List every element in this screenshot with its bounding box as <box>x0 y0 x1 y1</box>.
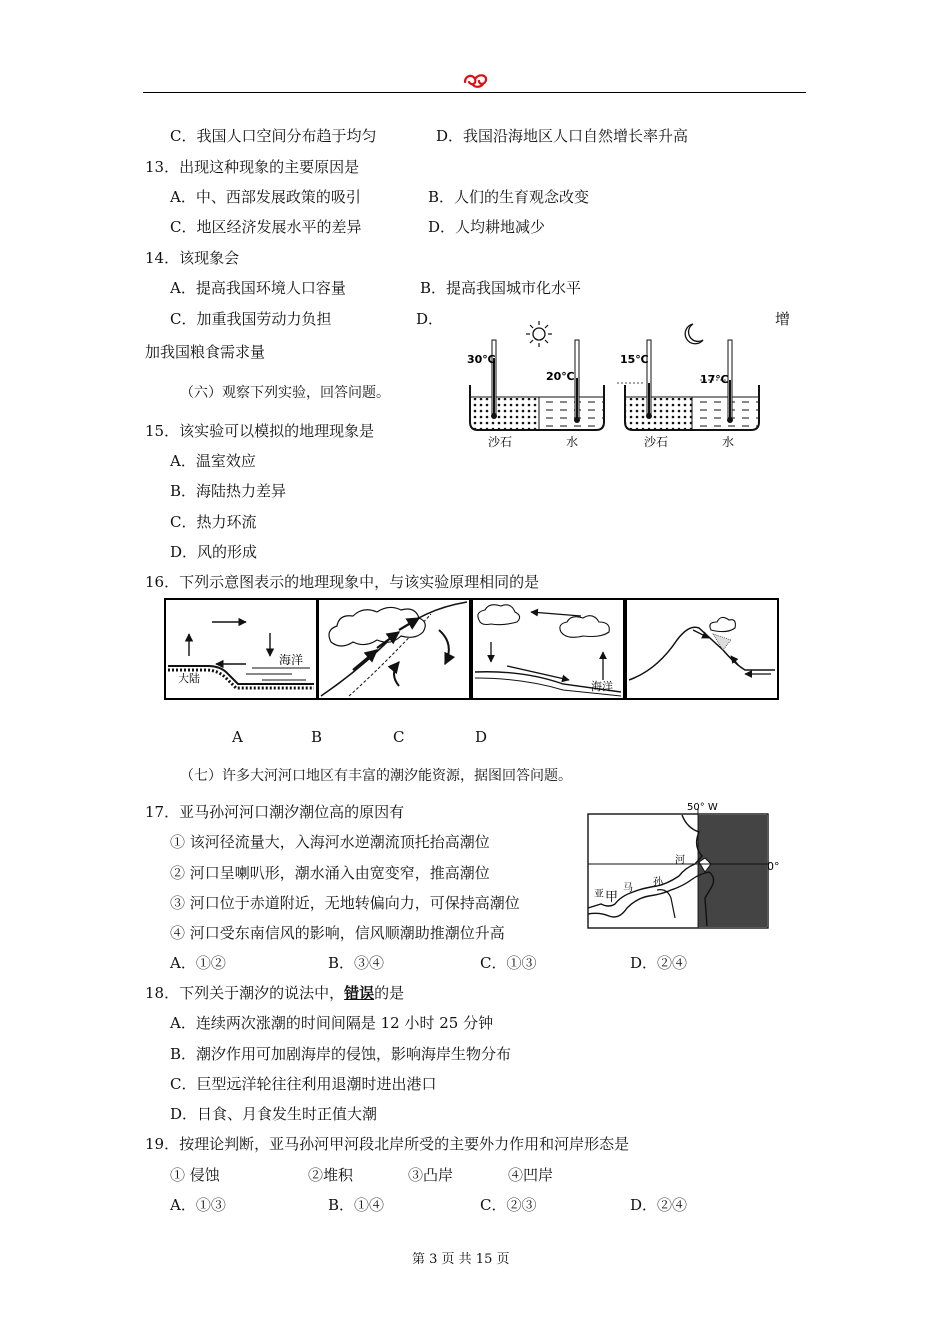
q17-option-b: B．③④ <box>328 954 385 972</box>
q17-statement-3: ③ 河口位于赤道附近，无地转偏向力，可保持高潮位 <box>170 894 520 912</box>
q18-option-b: B．潮汐作用可加剧海岸的侵蚀，影响海岸生物分布 <box>170 1045 512 1063</box>
q14-option-a: A．提高我国环境人口容量 <box>170 279 346 297</box>
day-sand-label: 沙石 <box>488 435 513 449</box>
map-river-char-1: 亚 <box>594 889 604 900</box>
q13-stem: 13．出现这种现象的主要原因是 <box>145 158 360 176</box>
q19-option-b: B．①④ <box>328 1196 385 1214</box>
map-river-char-4: 河 <box>675 855 685 866</box>
q18-stem-emphasis: 错误 <box>344 984 375 1002</box>
day-water-label: 水 <box>566 435 579 449</box>
q14-option-d-prefix: D． <box>416 310 444 328</box>
panel-a-sea-label: 海洋 <box>279 653 304 667</box>
q16-letter-c: C <box>393 728 405 746</box>
q17-option-a: A．①② <box>170 954 226 972</box>
q14-option-c: C．加重我国劳动力负担 <box>170 310 332 328</box>
section-6-title: （六）观察下列实验，回答问题。 <box>180 385 390 401</box>
q19-statement-1: ① 侵蚀 <box>170 1166 220 1184</box>
q16-panel-b <box>317 598 471 700</box>
panel-c-sea-label: 海洋 <box>591 680 613 693</box>
q15-option-c: C．热力环流 <box>170 513 257 531</box>
q12-option-d: D．我国沿海地区人口自然增长率升高 <box>436 127 689 145</box>
night-water-label: 水 <box>722 435 735 449</box>
q17-stem: 17．亚马孙河河口潮汐潮位高的原因有 <box>145 803 405 821</box>
page-number: 第 3 页 共 15 页 <box>412 1252 510 1267</box>
q16-panel-c <box>471 598 625 700</box>
night-sand-label: 沙石 <box>644 435 669 449</box>
q13-option-b: B．人们的生育观念改变 <box>428 188 590 206</box>
day-water-temp: 20℃ <box>546 370 575 383</box>
q16-stem: 16．下列示意图表示的地理现象中，与该实验原理相同的是 <box>145 573 540 591</box>
experiment-figure <box>460 318 800 453</box>
q19-statement-2: ②堆积 <box>308 1166 354 1184</box>
q19-option-c: C．②③ <box>480 1196 537 1214</box>
decorative-swirl-icon <box>461 70 491 90</box>
q17-option-c: C．①③ <box>480 954 537 972</box>
q15-option-a: A．温室效应 <box>170 452 256 470</box>
q17-option-d: D．②④ <box>630 954 688 972</box>
q19-option-a: A．①③ <box>170 1196 226 1214</box>
q15-option-d: D．风的形成 <box>170 543 258 561</box>
q13-option-d: D．人均耕地减少 <box>428 218 546 236</box>
panel-a-land-label: 大陆 <box>178 672 200 685</box>
q14-option-b: B．提高我国城市化水平 <box>420 279 582 297</box>
header-rule <box>143 92 806 93</box>
q13-option-a: A．中、西部发展政策的吸引 <box>170 188 361 206</box>
section-7-title: （七）许多大河河口地区有丰富的潮汐能资源，据图回答问题。 <box>180 768 572 784</box>
q16-panel-a <box>164 598 318 700</box>
q19-stem: 19．按理论判断，亚马孙河甲河段北岸所受的主要外力作用和河岸形态是 <box>145 1135 630 1153</box>
q16-letter-d: D <box>475 728 488 746</box>
q13-option-c: C．地区经济发展水平的差异 <box>170 218 362 236</box>
q12-option-c: C．我国人口空间分布趋于均匀 <box>170 127 377 145</box>
map-latitude-label: 0° <box>767 860 780 873</box>
q14-stem: 14．该现象会 <box>145 249 240 267</box>
q17-statement-4: ④ 河口受东南信风的影响，信风顺潮助推潮位升高 <box>170 924 505 942</box>
amazon-estuary-map <box>587 798 787 938</box>
q19-statement-3: ③凸岸 <box>408 1166 454 1184</box>
map-longitude-label: 50° W <box>687 802 718 813</box>
map-point-jia: 甲 <box>605 890 619 905</box>
sun-icon <box>526 321 552 347</box>
q16-letter-b: B <box>311 728 323 746</box>
day-sand-temp: 30℃ <box>467 353 496 366</box>
q15-stem: 15．该实验可以模拟的地理现象是 <box>145 422 375 440</box>
q15-option-b: B．海陆热力差异 <box>170 482 287 500</box>
q18-stem-post: 的是 <box>374 984 405 1002</box>
map-river-char-3: 孙 <box>653 877 663 888</box>
q16-panel-d <box>625 598 779 700</box>
q14-option-d-continued: 加我国粮食需求量 <box>145 343 266 361</box>
q19-statement-4: ④凹岸 <box>508 1166 554 1184</box>
q14-option-d-tail: 增 <box>775 310 791 328</box>
map-river-char-2: 马 <box>623 883 633 894</box>
q18-stem-pre: 18．下列关于潮汐的说法中， <box>145 984 345 1002</box>
q18-option-d: D．日食、月食发生时正值大潮 <box>170 1105 378 1123</box>
night-sand-temp: 15℃ <box>620 353 649 366</box>
q17-statement-2: ② 河口呈喇叭形，潮水涌入由宽变窄，推高潮位 <box>170 864 490 882</box>
night-water-temp: 17℃ <box>700 373 729 386</box>
q19-option-d: D．②④ <box>630 1196 688 1214</box>
q16-letter-a: A <box>232 728 243 746</box>
q18-option-c: C．巨型远洋轮往往利用退潮时进出港口 <box>170 1075 437 1093</box>
q17-statement-1: ① 该河径流量大，入海河水逆潮流顶托抬高潮位 <box>170 833 490 851</box>
q18-stem <box>145 982 404 1003</box>
q18-option-a: A．连续两次涨潮的时间间隔是 12 小时 25 分钟 <box>170 1014 494 1032</box>
moon-icon <box>685 324 703 344</box>
